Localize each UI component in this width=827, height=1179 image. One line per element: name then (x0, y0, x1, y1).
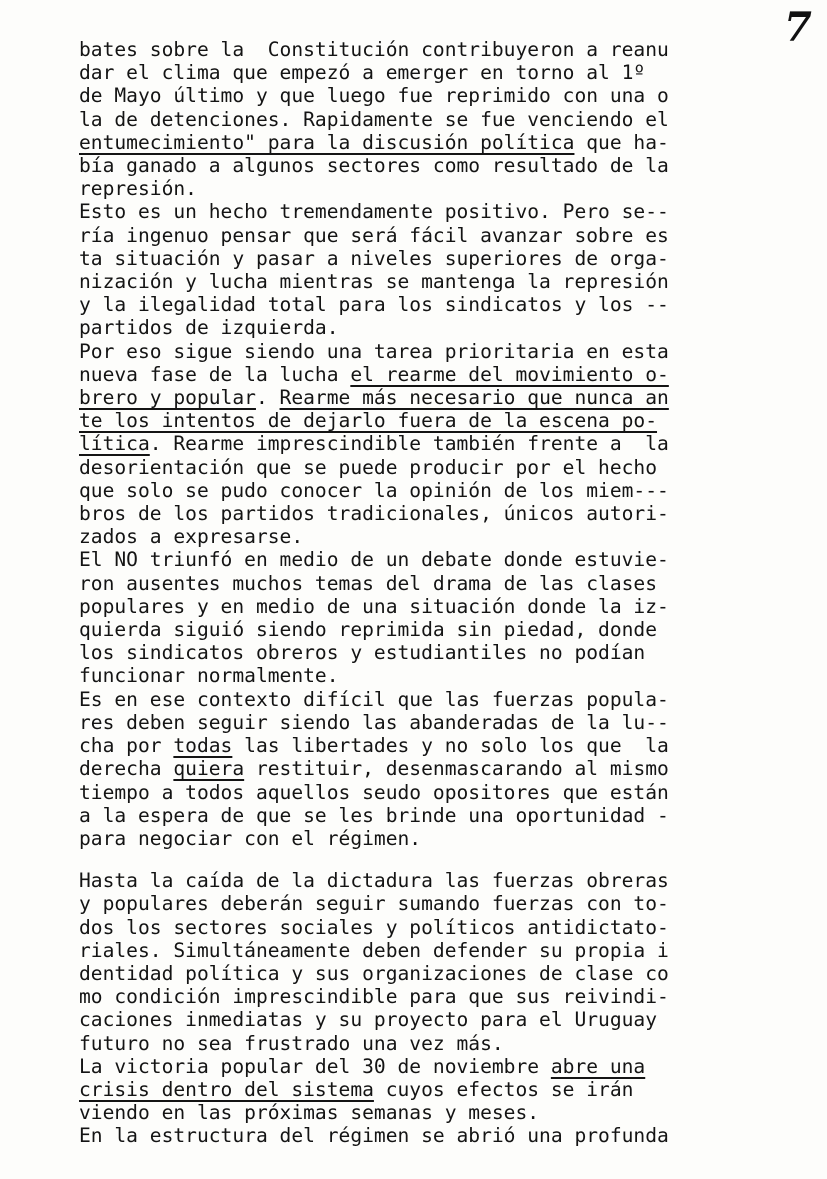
text-line: nueva fase de la lucha el rearme del movimiento o- (79, 362, 669, 386)
text-line: riales. Simultáneamente deben defender su propia i (79, 938, 669, 962)
text-line: quierda siguió siendo reprimida sin piedad, donde (79, 618, 658, 642)
text-line: ta situación y pasar a niveles superiores de orga- (79, 246, 669, 270)
underlined-text: quiera (173, 757, 245, 781)
text-line: Por eso sigue siendo una tarea prioritaria en esta (79, 339, 669, 363)
text-line: Hasta la caída de la dictadura las fuerzas obreras (79, 869, 669, 893)
text-line: partidos de izquierda. (79, 316, 339, 340)
text-line: caciones inmediatas y su proyecto para el Uruguay (79, 1008, 658, 1032)
underlined-text: entumecimiento" para la discusión política (79, 130, 575, 154)
text-line: funcionar normalmente. (79, 664, 339, 688)
text-line: para negociar con el régimen. (79, 826, 422, 850)
text-line: mo condición imprescindible para que sus reivindi- (79, 985, 669, 1009)
text-line: nización y lucha mientras se mantenga la represión (79, 270, 669, 294)
text-line: ría ingenuo pensar que será fácil avanzar sobre es (79, 223, 669, 247)
text-line: dar el clima que empezó a emerger en torno al 1º (79, 61, 646, 85)
text-line: populares y en medio de una situación donde la iz- (79, 594, 669, 618)
text-line: los sindicatos obreros y estudiantiles no podían (79, 641, 646, 665)
text-line (79, 409, 789, 432)
text-line: brero y popular. Rearme más necesario que nunca an (79, 386, 669, 410)
underlined-text: todas (173, 734, 233, 758)
page-number: 7 (784, 4, 812, 51)
underlined-text: lítica (79, 432, 150, 456)
text-line: represión. (79, 177, 197, 201)
text-line: crisis dentro del sistema cuyos efectos se irán (79, 1077, 634, 1101)
text-line: cha por todas las libertades y no solo los que la (79, 734, 669, 758)
underlined-text: el rearme del movimiento o- (350, 362, 669, 386)
text-line: y populares deberán seguir sumando fuerzas con to- (79, 892, 669, 916)
text-line: de Mayo último y que luego fue reprimido con una o (79, 84, 669, 108)
underlined-text: te los intentos de dejarlo fuera de la escena po- (79, 409, 658, 433)
text-line: derecha quiera restituir, desenmascarando al mismo (79, 757, 669, 781)
body-text (79, 38, 789, 1148)
underlined-text: brero y popular (79, 386, 256, 410)
text-line: a la espera de que se les brinde una oportunidad - (79, 803, 669, 827)
text-line: lítica. Rearme imprescindible también frente a la (79, 432, 669, 456)
text-line: dentidad política y sus organizaciones de clase co (79, 961, 669, 985)
text-line: bates sobre la Constitución contribuyeron a reanu (79, 38, 669, 61)
paragraph-gap (79, 850, 789, 869)
text-line: Es en ese contexto difícil que las fuerzas popula- (79, 687, 669, 711)
text-line: bía ganado a algunos sectores como resultado de la (79, 154, 669, 178)
underlined-text: crisis dentro del sistema (79, 1077, 374, 1101)
text-line: ron ausentes muchos temas del drama de las clases (79, 571, 658, 595)
text-line: entumecimiento" para la discusión política que ha- (79, 130, 669, 154)
text-line: Esto es un hecho tremendamente positivo. Pero se-- (79, 200, 669, 224)
text-line: La victoria popular del 30 de noviembre abre una (79, 1054, 646, 1078)
text-line: dos los sectores sociales y políticos antidictato- (79, 915, 669, 939)
text-line: la de detenciones. Rapidamente se fue venciendo el (79, 107, 669, 131)
text-line: futuro no sea frustrado una vez más. (79, 1031, 504, 1055)
underlined-text: Rearme más necesario que nunca an (279, 386, 669, 410)
text-line: y la ilegalidad total para los sindicatos y los -- (79, 293, 669, 317)
text-line: El NO triunfó en medio de un debate donde estuvie- (79, 548, 669, 572)
text-line: res deben seguir siendo las abanderadas de la lu-- (79, 710, 669, 734)
text-line: desorientación que se puede producir por el hecho (79, 455, 658, 479)
text-line: En la estructura del régimen se abrió una profunda (79, 1124, 669, 1148)
text-line: viendo en las próximas semanas y meses. (79, 1101, 540, 1125)
text-line: que solo se pudo conocer la opinión de los miem--- (79, 478, 669, 502)
text-line: tiempo a todos aquellos seudo opositores que están (79, 780, 669, 804)
underlined-text: abre una (550, 1054, 646, 1078)
text-line: bros de los partidos tradicionales, únicos autori- (79, 502, 669, 526)
text-line: zados a expresarse. (79, 525, 304, 549)
